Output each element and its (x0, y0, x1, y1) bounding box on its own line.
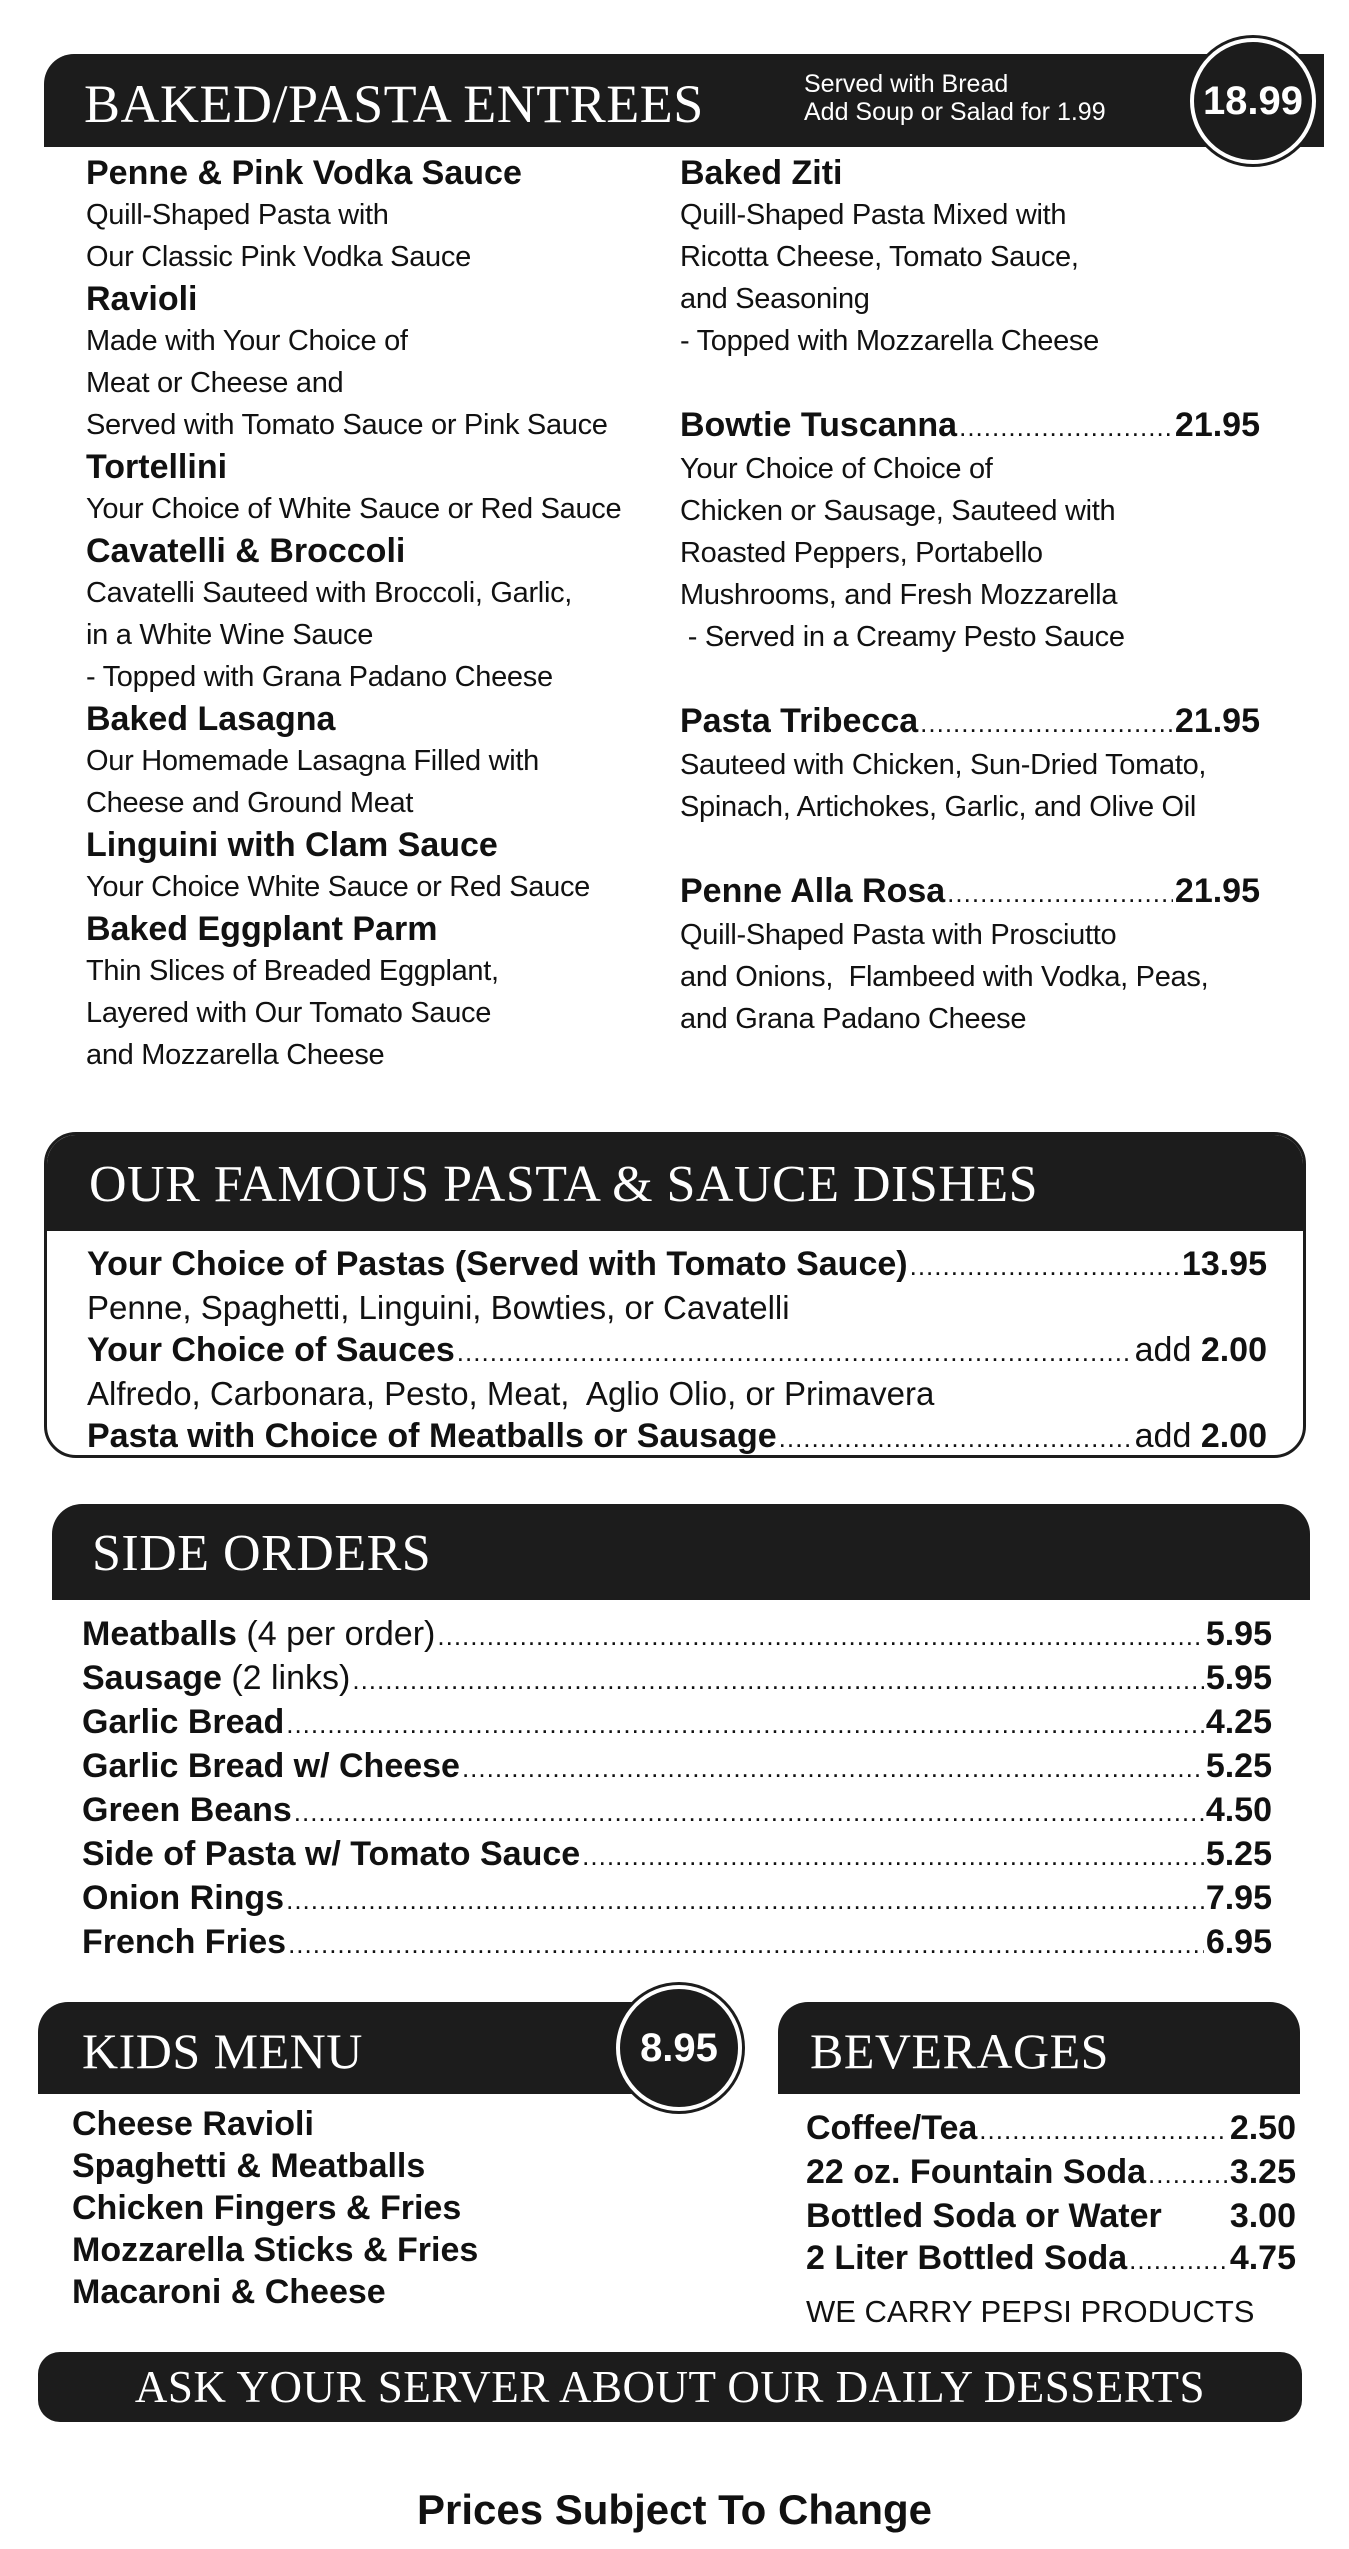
sides-header-bar (52, 1504, 1310, 1600)
item-price: 21.95 (1174, 702, 1260, 740)
leader-dots (437, 1613, 1203, 1657)
list-item (82, 1921, 1272, 1965)
beverage-price: 4.75 (1229, 2239, 1296, 2277)
meat-add: add (1134, 1417, 1192, 1455)
list-item: Chicken Fingers & Fries (72, 2189, 462, 2227)
list-item (806, 2237, 1296, 2281)
item-desc: in a White Wine Sauce (86, 619, 374, 651)
side-price: 5.95 (1205, 1659, 1272, 1697)
side-name: Meatballs (82, 1615, 237, 1653)
beverage-price: 2.50 (1229, 2109, 1296, 2147)
item-desc: and Mozzarella Cheese (86, 1039, 385, 1071)
item-name: Baked Ziti (680, 154, 843, 192)
item-desc: Our Homemade Lasagna Filled with (86, 745, 540, 777)
item-name: Linguini with Clam Sauce (86, 826, 498, 864)
item-name: Cavatelli & Broccoli (86, 532, 406, 570)
beverage-price: 3.00 (1229, 2197, 1296, 2235)
item-desc: Cheese and Ground Meat (86, 787, 414, 819)
famous-header-bar (47, 1135, 1303, 1231)
famous-title: OUR FAMOUS PASTA & SAUCE DISHES (89, 1156, 1039, 1213)
leader-dots (288, 1921, 1204, 1965)
item-desc: Your Choice of Choice of (680, 453, 993, 485)
list-item (82, 1745, 1272, 1789)
leader-dots (352, 1657, 1203, 1701)
desserts-banner (38, 2352, 1302, 2422)
menu-item (86, 530, 656, 698)
side-price: 4.25 (1205, 1703, 1272, 1741)
side-price: 4.50 (1205, 1791, 1272, 1829)
beverages-header-bar (778, 2002, 1300, 2094)
list-item: Spaghetti & Meatballs (72, 2147, 426, 2185)
pastas-desc: Penne, Spaghetti, Linguini, Bowties, or Cavatelli (87, 1289, 790, 1326)
baked-price-badge (1190, 38, 1316, 164)
beverage-name: 2 Liter Bottled Soda (806, 2239, 1128, 2277)
leader-dots (920, 700, 1173, 744)
item-desc: Made with Your Choice of (86, 325, 408, 357)
menu-item (86, 446, 656, 530)
list-item: Macaroni & Cheese (72, 2273, 386, 2311)
item-price: 21.95 (1174, 406, 1260, 444)
kids-title: KIDS MENU (82, 2023, 363, 2079)
item-name: Baked Eggplant Parm (86, 910, 438, 948)
menu-item (86, 152, 656, 278)
side-name: Garlic Bread (82, 1703, 285, 1741)
item-name: Penne & Pink Vodka Sauce (86, 154, 522, 192)
item-name: Tortellini (86, 448, 228, 486)
item-desc: Cavatelli Sauteed with Broccoli, Garlic, (86, 577, 573, 609)
side-price: 5.95 (1205, 1615, 1272, 1653)
item-name: Penne Alla Rosa (680, 872, 946, 910)
side-name: Garlic Bread w/ Cheese (82, 1747, 460, 1785)
side-name: Sausage (82, 1659, 222, 1697)
item-name: Baked Lasagna (86, 700, 336, 738)
item-desc: Our Classic Pink Vodka Sauce (86, 241, 471, 273)
side-name: Green Beans (82, 1791, 292, 1829)
item-desc: Served with Tomato Sauce or Pink Sauce (86, 409, 608, 441)
leader-dots (779, 1415, 1133, 1458)
beverage-name: 22 oz. Fountain Soda (806, 2153, 1147, 2191)
item-desc: Thin Slices of Breaded Eggplant, (86, 955, 499, 987)
item-desc: - Served in a Creamy Pesto Sauce (680, 621, 1125, 653)
list-item: Mozzarella Sticks & Fries (72, 2231, 479, 2269)
leader-dots (910, 1243, 1180, 1287)
baked-right-column (680, 152, 1260, 1040)
sauces-name: Your Choice of Sauces (87, 1331, 455, 1369)
item-desc: Quill-Shaped Pasta with (86, 199, 389, 231)
item-desc: Quill-Shaped Pasta with Prosciutto (680, 919, 1117, 951)
item-desc: Ricotta Cheese, Tomato Sauce, (680, 241, 1079, 273)
item-desc: and Grana Padano Cheese (680, 1003, 1027, 1035)
baked-note-line2: Add Soup or Salad for 1.99 (804, 98, 1106, 126)
leader-dots (457, 1329, 1133, 1373)
item-desc: - Topped with Grana Padano Cheese (86, 661, 553, 693)
leader-dots (462, 1745, 1204, 1789)
menu-item (86, 698, 656, 824)
item-desc: Quill-Shaped Pasta Mixed with (680, 199, 1067, 231)
item-desc: Your Choice White Sauce or Red Sauce (86, 871, 590, 903)
beverages-note: WE CARRY PEPSI PRODUCTS (806, 2294, 1255, 2329)
beverages-title: BEVERAGES (810, 2023, 1109, 2079)
baked-left-column (86, 152, 656, 1076)
beverage-name: Bottled Soda or Water (806, 2197, 1162, 2235)
menu-item-bowtie-tuscanna (680, 404, 1260, 658)
leader-dots (1129, 2237, 1228, 2281)
sauces-price: 2.00 (1200, 1331, 1267, 1369)
sides-list (82, 1613, 1272, 1965)
kids-price-badge (616, 1985, 742, 2111)
item-desc: Roasted Peppers, Portabello (680, 537, 1043, 569)
list-item (82, 1789, 1272, 1833)
item-name: Ravioli (86, 280, 198, 318)
item-price: 21.95 (1174, 872, 1260, 910)
baked-note-line1: Served with Bread (804, 70, 1009, 98)
item-desc: and Onions, Flambeed with Vodka, Peas, (680, 961, 1209, 993)
item-desc: Chicken or Sausage, Sauteed with (680, 495, 1116, 527)
side-name: Side of Pasta w/ Tomato Sauce (82, 1835, 581, 1873)
beverages-list (806, 2107, 1296, 2333)
item-name: Pasta Tribecca (680, 702, 919, 740)
kids-price: 8.95 (640, 2025, 718, 2070)
baked-header-bar (44, 54, 1324, 147)
menu-item-pasta-tribecca (680, 700, 1260, 828)
baked-price: 18.99 (1202, 78, 1304, 123)
list-item: Cheese Ravioli (72, 2105, 314, 2143)
item-desc: Mushrooms, and Fresh Mozzarella (680, 579, 1118, 611)
sides-title: SIDE ORDERS (92, 1525, 432, 1582)
beverage-name: Coffee/Tea (806, 2109, 978, 2147)
leader-dots (582, 1833, 1204, 1877)
leader-dots (294, 1789, 1204, 1833)
item-desc: Spinach, Artichokes, Garlic, and Olive Oil (680, 791, 1197, 823)
menu-item-penne-alla-rosa (680, 870, 1260, 1040)
list-item (806, 2107, 1296, 2151)
menu-item-baked-ziti (680, 152, 1260, 362)
pastas-name: Your Choice of Pastas (Served with Tomato Sauce) (87, 1245, 908, 1283)
item-desc: - Topped with Mozzarella Cheese (680, 325, 1099, 357)
kids-header-bar (38, 2002, 658, 2094)
item-desc: Your Choice of White Sauce or Red Sauce (86, 493, 622, 525)
leader-dots (947, 870, 1173, 914)
list-item (82, 1613, 1272, 1657)
item-desc: and Seasoning (680, 283, 870, 315)
baked-title: BAKED/PASTA ENTREES (84, 74, 704, 134)
menu-item (86, 908, 656, 1076)
sauces-desc: Alfredo, Carbonara, Pesto, Meat, Aglio Olio, or Primavera (87, 1375, 935, 1412)
leader-dots (979, 2107, 1228, 2151)
side-price: 7.95 (1205, 1879, 1272, 1917)
leader-dots (286, 1877, 1204, 1921)
side-price: 5.25 (1205, 1747, 1272, 1785)
menu-item (86, 278, 656, 446)
side-note: (4 per order) (246, 1615, 436, 1653)
meat-name: Pasta with Choice of Meatballs or Sausage (87, 1417, 777, 1455)
list-item (82, 1877, 1272, 1921)
menu-item (86, 824, 656, 908)
item-desc: Layered with Our Tomato Sauce (86, 997, 492, 1029)
side-note: (2 links) (231, 1659, 351, 1697)
kids-list (72, 2103, 632, 2313)
list-item (82, 1833, 1272, 1877)
side-name: Onion Rings (82, 1879, 285, 1917)
beverage-price: 3.25 (1229, 2153, 1296, 2191)
famous-section (44, 1132, 1306, 1458)
leader-dots (959, 404, 1173, 448)
list-item (806, 2195, 1296, 2237)
desserts-banner-text: ASK YOUR SERVER ABOUT OUR DAILY DESSERTS (134, 2362, 1206, 2412)
sauces-add: add (1134, 1331, 1192, 1369)
meat-price: 2.00 (1200, 1417, 1267, 1455)
list-item (82, 1701, 1272, 1745)
side-price: 6.95 (1205, 1923, 1272, 1961)
item-desc: Meat or Cheese and (86, 367, 344, 399)
leader-dots (286, 1701, 1204, 1745)
footer-note: Prices Subject To Change (416, 2486, 932, 2533)
list-item (806, 2151, 1296, 2195)
pastas-price: 13.95 (1181, 1245, 1267, 1283)
list-item (82, 1657, 1272, 1701)
item-desc: Sauteed with Chicken, Sun-Dried Tomato, (680, 749, 1207, 781)
item-name: Bowtie Tuscanna (680, 406, 958, 444)
side-price: 5.25 (1205, 1835, 1272, 1873)
leader-dots (1148, 2151, 1228, 2195)
side-name: French Fries (82, 1923, 287, 1961)
